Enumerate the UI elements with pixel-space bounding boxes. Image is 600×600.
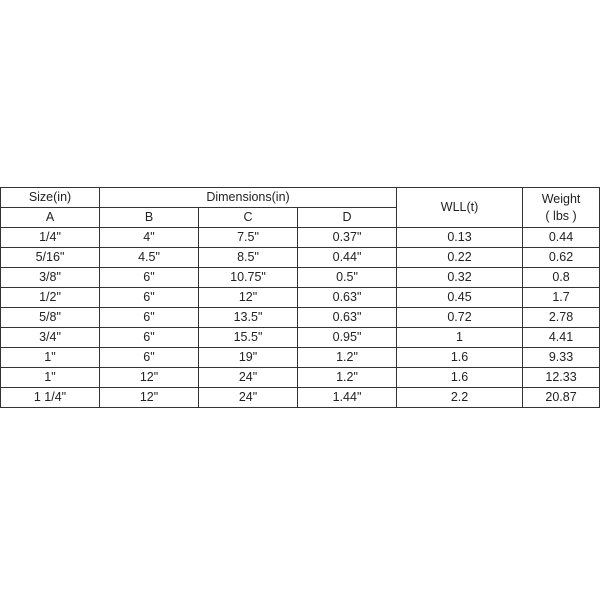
header-row-1: [1, 188, 600, 208]
table-row: [1, 348, 600, 368]
cell-dim-d: 1.2": [298, 368, 397, 388]
cell-dim-b: 6": [100, 288, 199, 308]
header-weight-line2: ( lbs ): [545, 208, 577, 223]
cell-size-a: 1 1/4": [1, 388, 100, 408]
header-wll: WLL(t): [397, 188, 523, 228]
cell-weight: 0.44: [523, 228, 600, 248]
cell-weight: 9.33: [523, 348, 600, 368]
cell-dim-c: 13.5": [199, 308, 298, 328]
cell-dim-c: 12": [199, 288, 298, 308]
cell-dim-d: 1.2": [298, 348, 397, 368]
cell-weight: 0.8: [523, 268, 600, 288]
cell-dim-b: 6": [100, 268, 199, 288]
cell-dim-d: 0.44": [298, 248, 397, 268]
header-weight-line1: Weight: [541, 191, 581, 206]
cell-weight: 0.62: [523, 248, 600, 268]
cell-dim-d: 0.63": [298, 308, 397, 328]
cell-dim-b: 4": [100, 228, 199, 248]
header-dimensions: Dimensions(in): [100, 188, 397, 208]
table-row: [1, 268, 600, 288]
header-col-a: A: [1, 208, 100, 228]
cell-weight: 1.7: [523, 288, 600, 308]
table-row: [1, 308, 600, 328]
table-row: [1, 288, 600, 308]
cell-dim-d: 0.37": [298, 228, 397, 248]
cell-dim-c: 8.5": [199, 248, 298, 268]
cell-size-a: 3/8": [1, 268, 100, 288]
cell-size-a: 1": [1, 348, 100, 368]
cell-wll: 0.13: [397, 228, 523, 248]
cell-dim-d: 0.5": [298, 268, 397, 288]
cell-dim-b: 6": [100, 348, 199, 368]
table-row: [1, 368, 600, 388]
cell-weight: 12.33: [523, 368, 600, 388]
header-weight: [523, 188, 600, 228]
cell-size-a: 3/4": [1, 328, 100, 348]
cell-size-a: 1": [1, 368, 100, 388]
cell-size-a: 1/2": [1, 288, 100, 308]
cell-weight: 4.41: [523, 328, 600, 348]
cell-dim-b: 6": [100, 328, 199, 348]
cell-dim-b: 12": [100, 388, 199, 408]
cell-dim-c: 19": [199, 348, 298, 368]
header-col-d: D: [298, 208, 397, 228]
cell-weight: 2.78: [523, 308, 600, 328]
table-row: [1, 328, 600, 348]
table-row: [1, 228, 600, 248]
cell-dim-d: 0.95": [298, 328, 397, 348]
cell-wll: 0.72: [397, 308, 523, 328]
cell-wll: 1: [397, 328, 523, 348]
header-col-c: C: [199, 208, 298, 228]
cell-wll: 1.6: [397, 348, 523, 368]
cell-dim-d: 0.63": [298, 288, 397, 308]
cell-dim-c: 10.75": [199, 268, 298, 288]
header-size: Size(in): [1, 188, 100, 208]
header-col-b: B: [100, 208, 199, 228]
cell-dim-b: 6": [100, 308, 199, 328]
spec-table: [0, 187, 600, 408]
cell-weight: 20.87: [523, 388, 600, 408]
cell-size-a: 1/4": [1, 228, 100, 248]
cell-wll: 0.22: [397, 248, 523, 268]
cell-dim-c: 15.5": [199, 328, 298, 348]
cell-dim-b: 12": [100, 368, 199, 388]
cell-size-a: 5/8": [1, 308, 100, 328]
cell-dim-d: 1.44": [298, 388, 397, 408]
cell-wll: 0.32: [397, 268, 523, 288]
cell-dim-c: 24": [199, 368, 298, 388]
cell-dim-c: 24": [199, 388, 298, 408]
table-row: [1, 388, 600, 408]
cell-wll: 2.2: [397, 388, 523, 408]
table-row: [1, 248, 600, 268]
cell-wll: 0.45: [397, 288, 523, 308]
cell-size-a: 5/16": [1, 248, 100, 268]
cell-dim-b: 4.5": [100, 248, 199, 268]
cell-wll: 1.6: [397, 368, 523, 388]
cell-dim-c: 7.5": [199, 228, 298, 248]
